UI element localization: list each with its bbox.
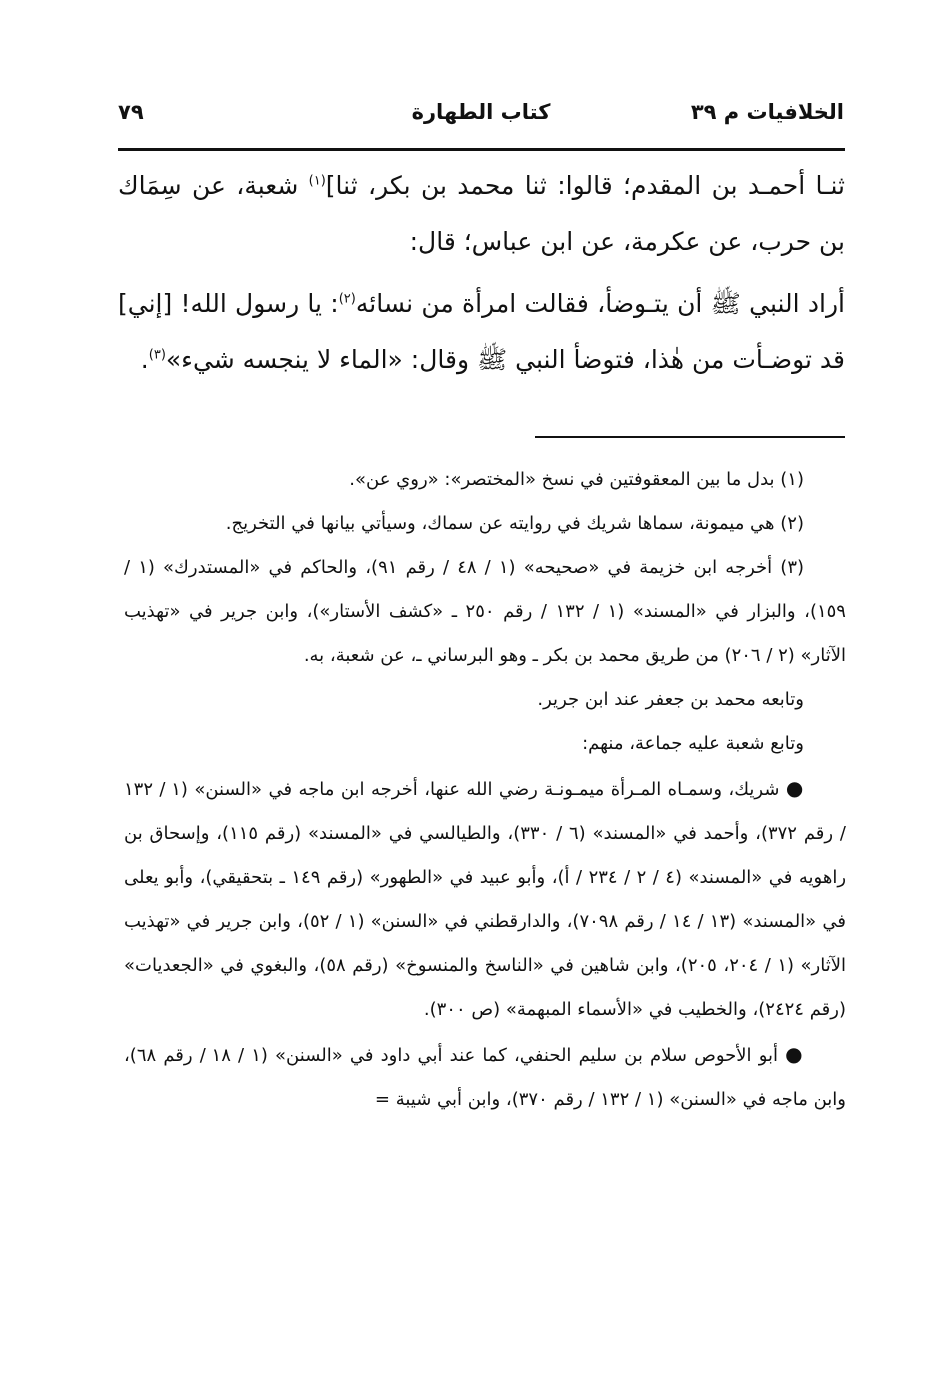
hadith-text-start: أراد النبي ﷺ أن يتـوضأ، فقالت امرأة من نسائه bbox=[355, 289, 845, 318]
footnote-2: (٢) هي ميمونة، سماها شريك في روايته عن سماك، وسيأتي بيانها في التخريج. bbox=[225, 513, 804, 534]
footnote-ref-3: (٣) bbox=[148, 347, 166, 363]
header-chapter-title: كتاب الطهارة bbox=[411, 100, 551, 124]
main-text bbox=[118, 158, 845, 394]
footnote-bullet-item bbox=[124, 1032, 846, 1122]
page-header bbox=[118, 96, 844, 138]
hadith-text-middle: : يا رسول الله! [إني] قد توضـأت من هٰذا، فتوضأ النبي ﷺ وقال: «الماء لا ينجسه شيء» bbox=[118, 289, 845, 374]
footnote-ref-1: (١) bbox=[308, 173, 326, 189]
header-page-number: ٧٩ bbox=[118, 100, 144, 124]
footnote-1: (١) بدل ما بين المعقوفتين في نسخ «المختصر»: «روي عن». bbox=[349, 469, 804, 490]
bullet-icon: ● bbox=[785, 1042, 805, 1066]
footnotes bbox=[124, 458, 846, 1122]
footnote-3-followers-intro: وتابع شعبة عليه جماعة، منهم: bbox=[582, 733, 804, 754]
hadith-text-end: . bbox=[140, 345, 149, 374]
header-book-volume: الخلافيات م ٣٩ bbox=[690, 100, 844, 124]
footnote-3-continuation: وتابعه محمد بن جعفر عند ابن جرير. bbox=[537, 689, 804, 710]
bullet-item-text: أبو الأحوص سلام بن سليم الحنفي، كما عند أبي داود في «السنن» (١ / ١٨ / رقم ٦٨)، وابن ماجه في «السنن» (١ / ١٣٢ / رقم ٣٧٠)، وابن أبي شيبة = bbox=[124, 1045, 846, 1110]
footnote-3: (٣) أخرجه ابن خزيمة في «صحيحه» (١ / ٤٨ / رقم ٩١)، والحاكم في «المستدرك» (١ / ١٥٩)، والبزار في «المسند» (١ / ١٣٢ / رقم ٢٥٠ ـ «كشف الأستار»)، وابن جرير في «تهذيب الآثار» (٢ / ٢٠٦) من طريق محمد بن بكر ـ وهو البرساني ـ، عن شعبة، به. bbox=[124, 557, 846, 666]
footnote-bullet-item bbox=[124, 766, 846, 1032]
bullet-item-text: شريك، وسمـاه المـرأة ميمـونـة رضي الله عنها، أخرجه ابن ماجه في «السنن» (١ / ١٣٢ / رقم ٣٧٢)، وأحمد في «المسند» (٦ / ٣٣٠)، والطيالسي في «المسند» (رقم ١١٥)، وإسحاق بن راهويه في «المسند» (٤ / ٢ / ٢٣٤ / أ)، وأبو عبيد في «الطهور» (رقم ١٤٩ ـ بتحقيقي)، وأبو يعلى في «المسند» (١٣ / ١٤ / رقم ٧٠٩٨)، والدارقطني في «السنن» (١ / ٥٢)، وابن جرير في «تهذيب الآثار» (١ / ٢٠٤، ٢٠٥)، وابن شاهين في «الناسخ والمنسوخ» (رقم ٥٨)، والبغوي في «الجعديات» (رقم ٢٤٢٤)، والخطيب في «الأسماء المبهمة» (ص ٣٠٠). bbox=[124, 779, 847, 1020]
main-paragraph-hadith bbox=[118, 276, 845, 388]
main-paragraph-isnad bbox=[118, 158, 845, 270]
footnote-divider bbox=[535, 436, 845, 438]
bullet-icon: ● bbox=[785, 776, 805, 800]
isnad-text-end: شعبة، عن سِمَاك بن حرب، عن عكرمة، عن ابن عباس؛ قال: bbox=[118, 171, 845, 256]
isnad-text-start: ثنـا أحمـد بن المقدم؛ قالوا: ثنا محمد بن بكر، ثنا] bbox=[325, 171, 845, 200]
footnote-ref-2: (٢) bbox=[338, 291, 356, 307]
header-divider bbox=[118, 148, 845, 151]
